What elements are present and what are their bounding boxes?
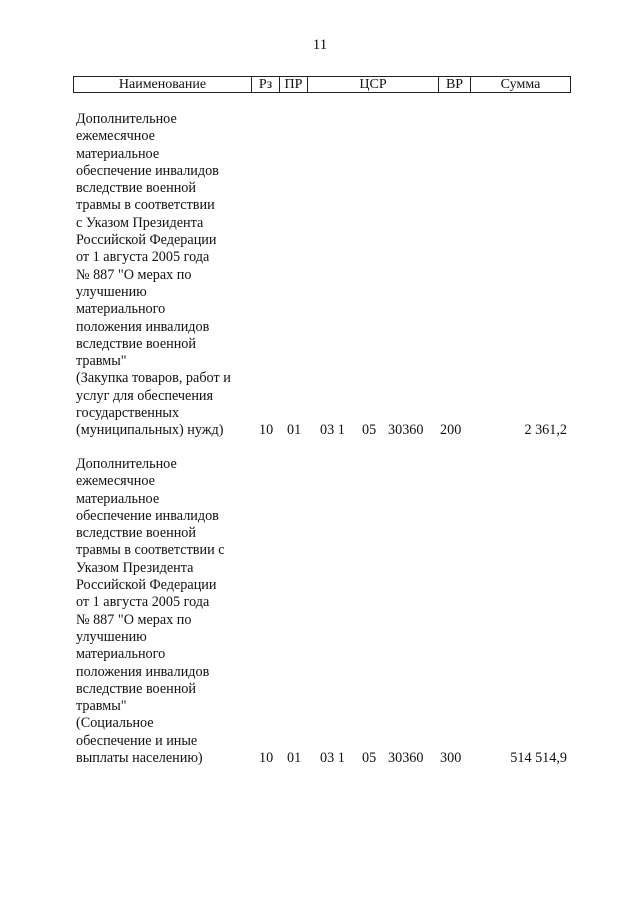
- row-name-line: № 887 "О мерах по: [76, 266, 192, 283]
- row-csr-subprogram: 05: [362, 750, 377, 766]
- row-csr-direction: 30360: [388, 422, 424, 438]
- row-name-line: травмы": [76, 698, 127, 715]
- row-name-line: вследствие военной: [76, 525, 196, 542]
- row-name-line: обеспечение инвалидов: [76, 507, 219, 524]
- row-name-line: материального: [76, 301, 166, 318]
- row-name-line: от 1 августа 2005 года: [76, 249, 210, 266]
- header-rz: Рз: [252, 77, 280, 93]
- row-csr-program: 03 1: [320, 422, 345, 438]
- row-name-line: Дополнительное: [76, 456, 177, 472]
- row-name-line: улучшению: [76, 283, 147, 300]
- page-number: 11: [312, 37, 328, 53]
- table-header: [73, 76, 571, 93]
- row-name-line: положения инвалидов: [76, 318, 210, 335]
- row-name-line: с Указом Президента: [76, 214, 204, 231]
- row-name-line: травмы в соответствии: [76, 197, 215, 214]
- row-name-line: Российской Федерации: [76, 577, 217, 594]
- header-csr: ЦСР: [308, 77, 439, 93]
- row-name-line: материальное: [76, 490, 160, 507]
- row-name-line: вследствие военной: [76, 335, 196, 352]
- row-name-line: ежемесячное: [76, 473, 155, 490]
- row-sum: 514 514,9: [510, 750, 567, 766]
- header-sum: Сумма: [471, 77, 571, 93]
- row-csr-direction: 30360: [388, 750, 424, 766]
- header-pr: ПР: [280, 77, 308, 93]
- row-vr: 200: [440, 422, 462, 438]
- row-name-line: государственных: [76, 405, 180, 422]
- row-name-line: травмы": [76, 353, 127, 370]
- row-name-line: обеспечение и иные: [76, 732, 198, 749]
- header-vr: ВР: [439, 77, 471, 93]
- row-name-line: материальное: [76, 145, 160, 162]
- row-name-line: (муниципальных) нужд): [76, 422, 224, 439]
- row-name-line: вследствие военной: [76, 680, 196, 697]
- row-pr: 01: [287, 422, 302, 438]
- row-name-line: услуг для обеспечения: [76, 387, 214, 404]
- row-csr-program: 03 1: [320, 750, 345, 766]
- row-name-line: улучшению: [76, 628, 147, 645]
- row-name-line: выплаты населению): [76, 750, 203, 767]
- row-name-line: Российской Федерации: [76, 232, 217, 249]
- row-rz: 10: [259, 750, 274, 766]
- row-pr: 01: [287, 750, 302, 766]
- row-name-line: Дополнительное: [76, 111, 177, 127]
- row-name-line: вследствие военной: [76, 180, 196, 197]
- row-name-line: обеспечение инвалидов: [76, 162, 219, 179]
- row-name-line: материального: [76, 646, 166, 663]
- row-name-line: (Социальное: [76, 715, 154, 732]
- row-name-line: Указом Президента: [76, 559, 194, 576]
- header-name: Наименование: [74, 77, 252, 93]
- row-name-line: (Закупка товаров, работ и: [76, 370, 231, 387]
- row-name-line: ежемесячное: [76, 128, 155, 145]
- row-rz: 10: [259, 422, 274, 438]
- table-row-name: [76, 111, 254, 440]
- row-name-line: № 887 "О мерах по: [76, 611, 192, 628]
- row-vr: 300: [440, 750, 462, 766]
- table-row-name: [76, 456, 254, 767]
- row-csr-subprogram: 05: [362, 422, 377, 438]
- row-name-line: положения инвалидов: [76, 663, 210, 680]
- row-sum: 2 361,2: [524, 422, 567, 438]
- row-name-line: от 1 августа 2005 года: [76, 594, 210, 611]
- row-name-line: травмы в соответствии с: [76, 542, 225, 559]
